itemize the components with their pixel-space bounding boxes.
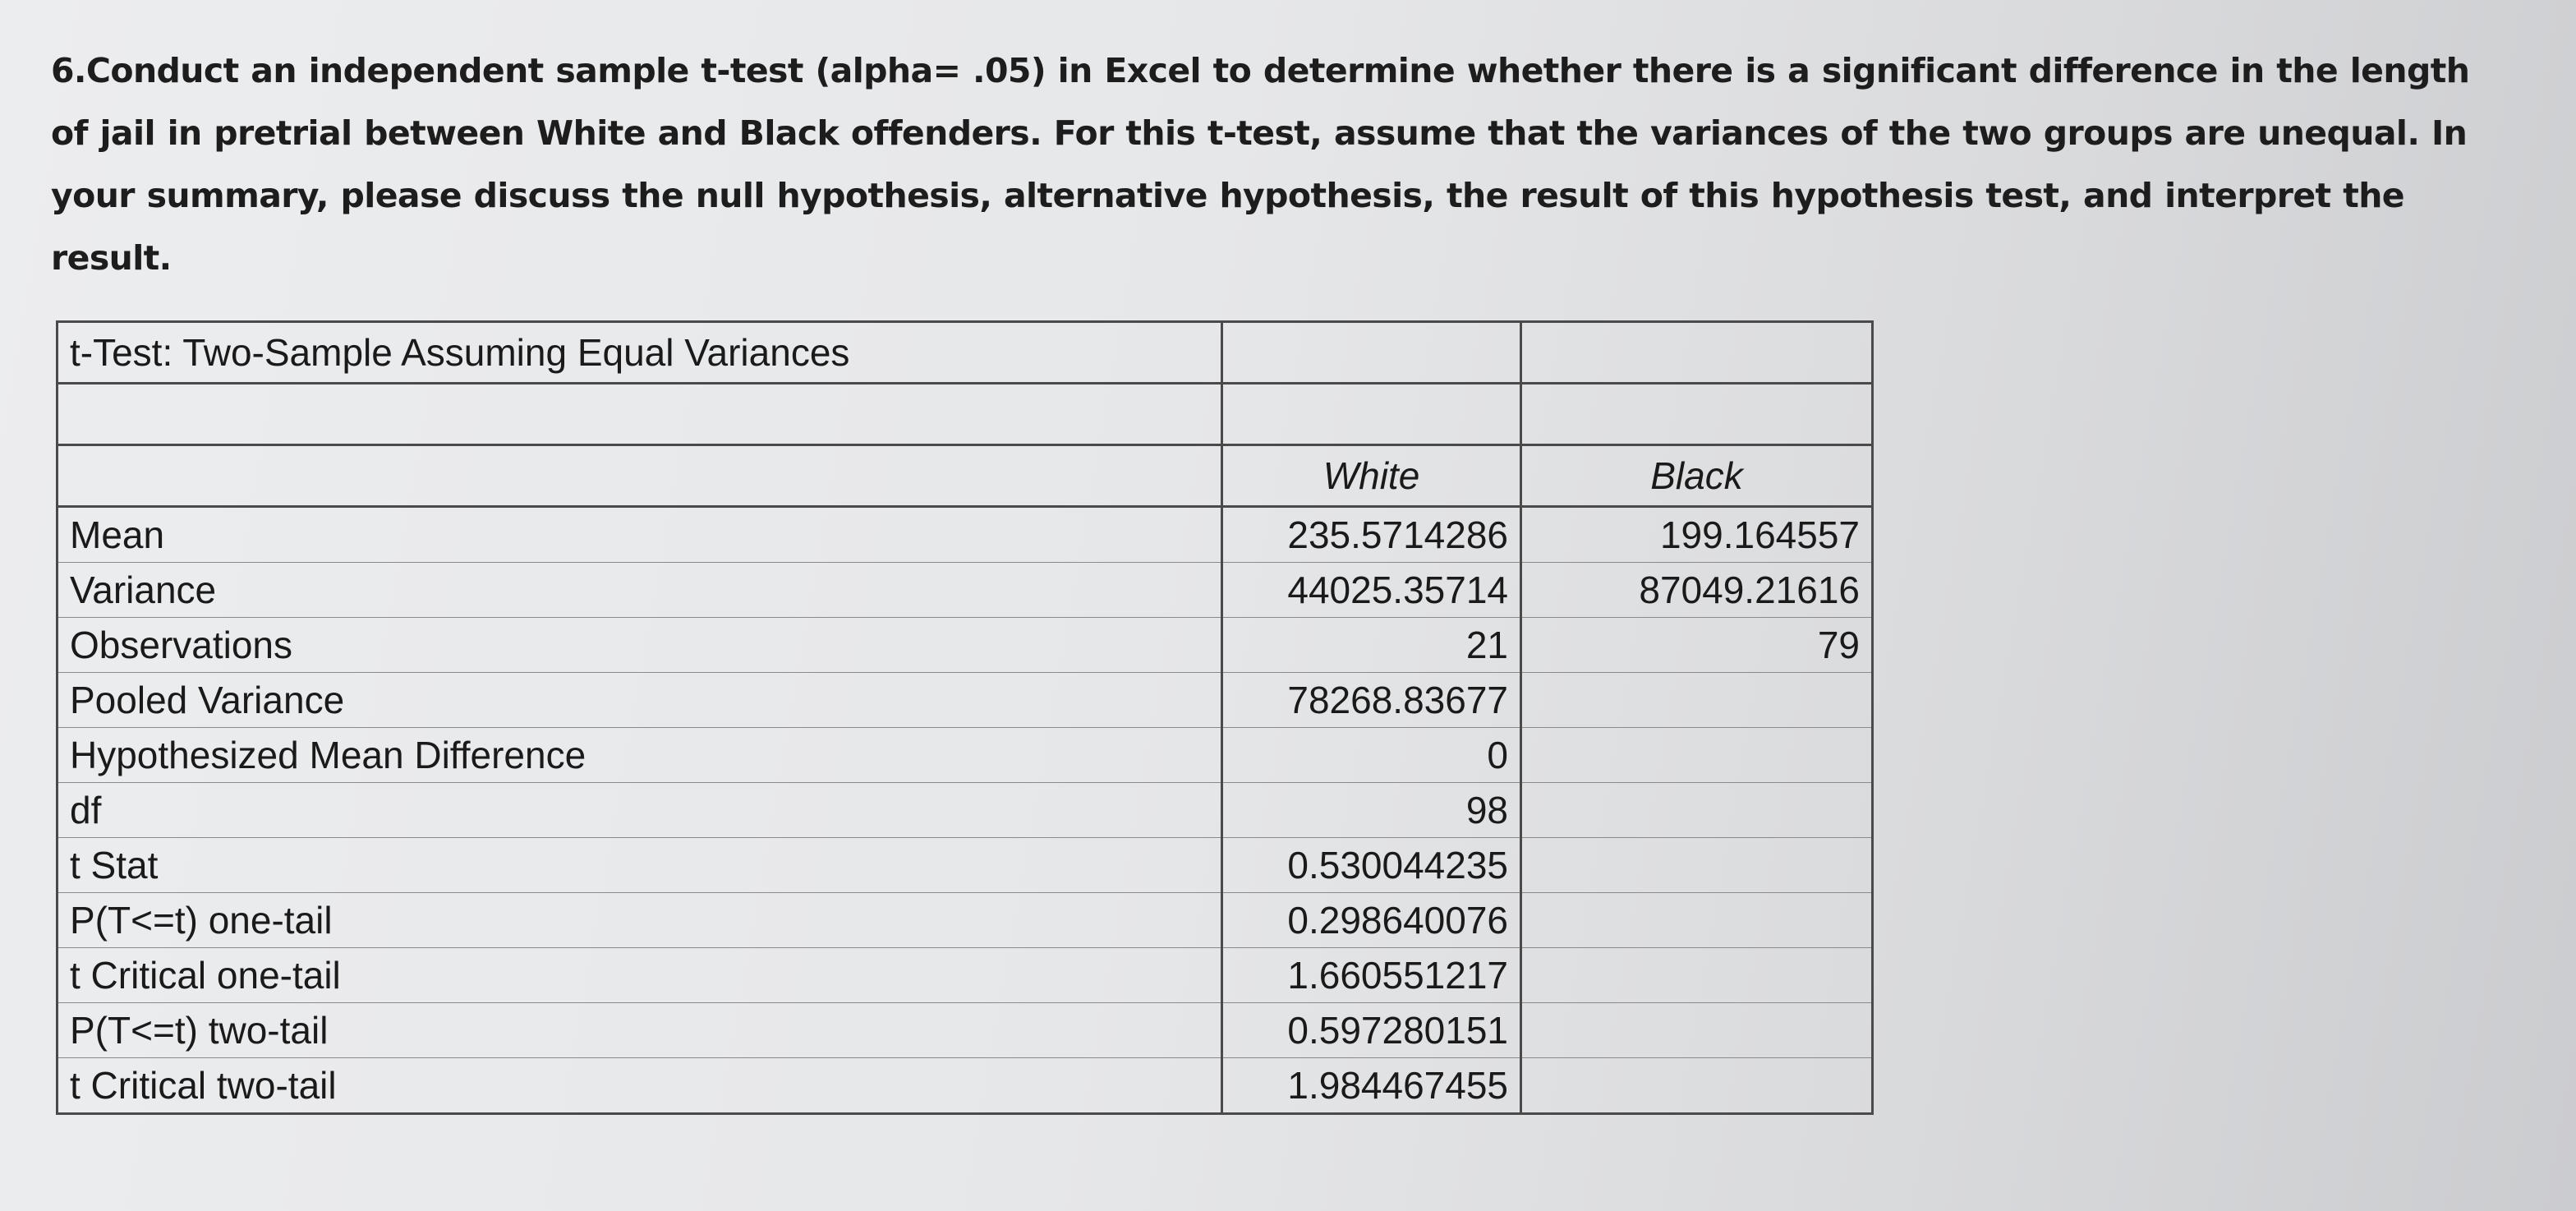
table-row (58, 893, 1873, 948)
value-black (1521, 1003, 1873, 1058)
value-black (1521, 728, 1873, 783)
value-white: 235.5714286 (1222, 507, 1521, 563)
value-black (1521, 838, 1873, 893)
ttest-output-table (56, 320, 1874, 1115)
value-black: 87049.21616 (1521, 563, 1873, 618)
value-black: 199.164557 (1521, 507, 1873, 563)
table-title-row (58, 322, 1873, 384)
row-label: Pooled Variance (58, 673, 1222, 728)
value-white: 0.530044235 (1222, 838, 1521, 893)
empty-cell (58, 384, 1222, 445)
row-label: t Critical two-tail (58, 1058, 1222, 1114)
empty-cell (1222, 384, 1521, 445)
row-label: df (58, 783, 1222, 838)
value-white: 78268.83677 (1222, 673, 1521, 728)
value-white: 1.984467455 (1222, 1058, 1521, 1114)
row-label: Observations (58, 618, 1222, 673)
row-label: P(T<=t) one-tail (58, 893, 1222, 948)
empty-cell (1521, 384, 1873, 445)
empty-cell (58, 445, 1222, 507)
value-white: 0 (1222, 728, 1521, 783)
row-label: Mean (58, 507, 1222, 563)
value-black: 79 (1521, 618, 1873, 673)
value-white: 1.660551217 (1222, 948, 1521, 1003)
table-row (58, 728, 1873, 783)
value-white: 21 (1222, 618, 1521, 673)
value-black (1521, 893, 1873, 948)
table-row (58, 1003, 1873, 1058)
row-label: P(T<=t) two-tail (58, 1003, 1222, 1058)
row-label: t Stat (58, 838, 1222, 893)
value-black (1521, 673, 1873, 728)
table-row (58, 507, 1873, 563)
value-black (1521, 783, 1873, 838)
table-row (58, 1058, 1873, 1114)
value-white: 0.597280151 (1222, 1003, 1521, 1058)
value-white: 0.298640076 (1222, 893, 1521, 948)
table-row (58, 673, 1873, 728)
empty-cell (1222, 322, 1521, 384)
column-header-row (58, 445, 1873, 507)
table-row (58, 838, 1873, 893)
question-text: 6.Conduct an independent sample t-test (alpha= .05) in Excel to determine whether there is a significant difference in the length of jail in pretrial between White and Black offenders. For this t-test, assume that the variances of the two groups are unequal. In your summary, please discuss the null hypothesis, alternative hypothesis, the result of this hypothesis test, and interpret the result. (51, 51, 2470, 278)
table-row (58, 618, 1873, 673)
column-header-white: White (1222, 445, 1521, 507)
table-row (58, 783, 1873, 838)
column-header-black: Black (1521, 445, 1873, 507)
empty-cell (1521, 322, 1873, 384)
table-row (58, 563, 1873, 618)
row-label: t Critical one-tail (58, 948, 1222, 1003)
blank-row (58, 384, 1873, 445)
table-title: t-Test: Two-Sample Assuming Equal Variances (58, 322, 1222, 384)
row-label: Variance (58, 563, 1222, 618)
row-label: Hypothesized Mean Difference (58, 728, 1222, 783)
value-white: 98 (1222, 783, 1521, 838)
table-row (58, 948, 1873, 1003)
value-black (1521, 1058, 1873, 1114)
value-black (1521, 948, 1873, 1003)
value-white: 44025.35714 (1222, 563, 1521, 618)
